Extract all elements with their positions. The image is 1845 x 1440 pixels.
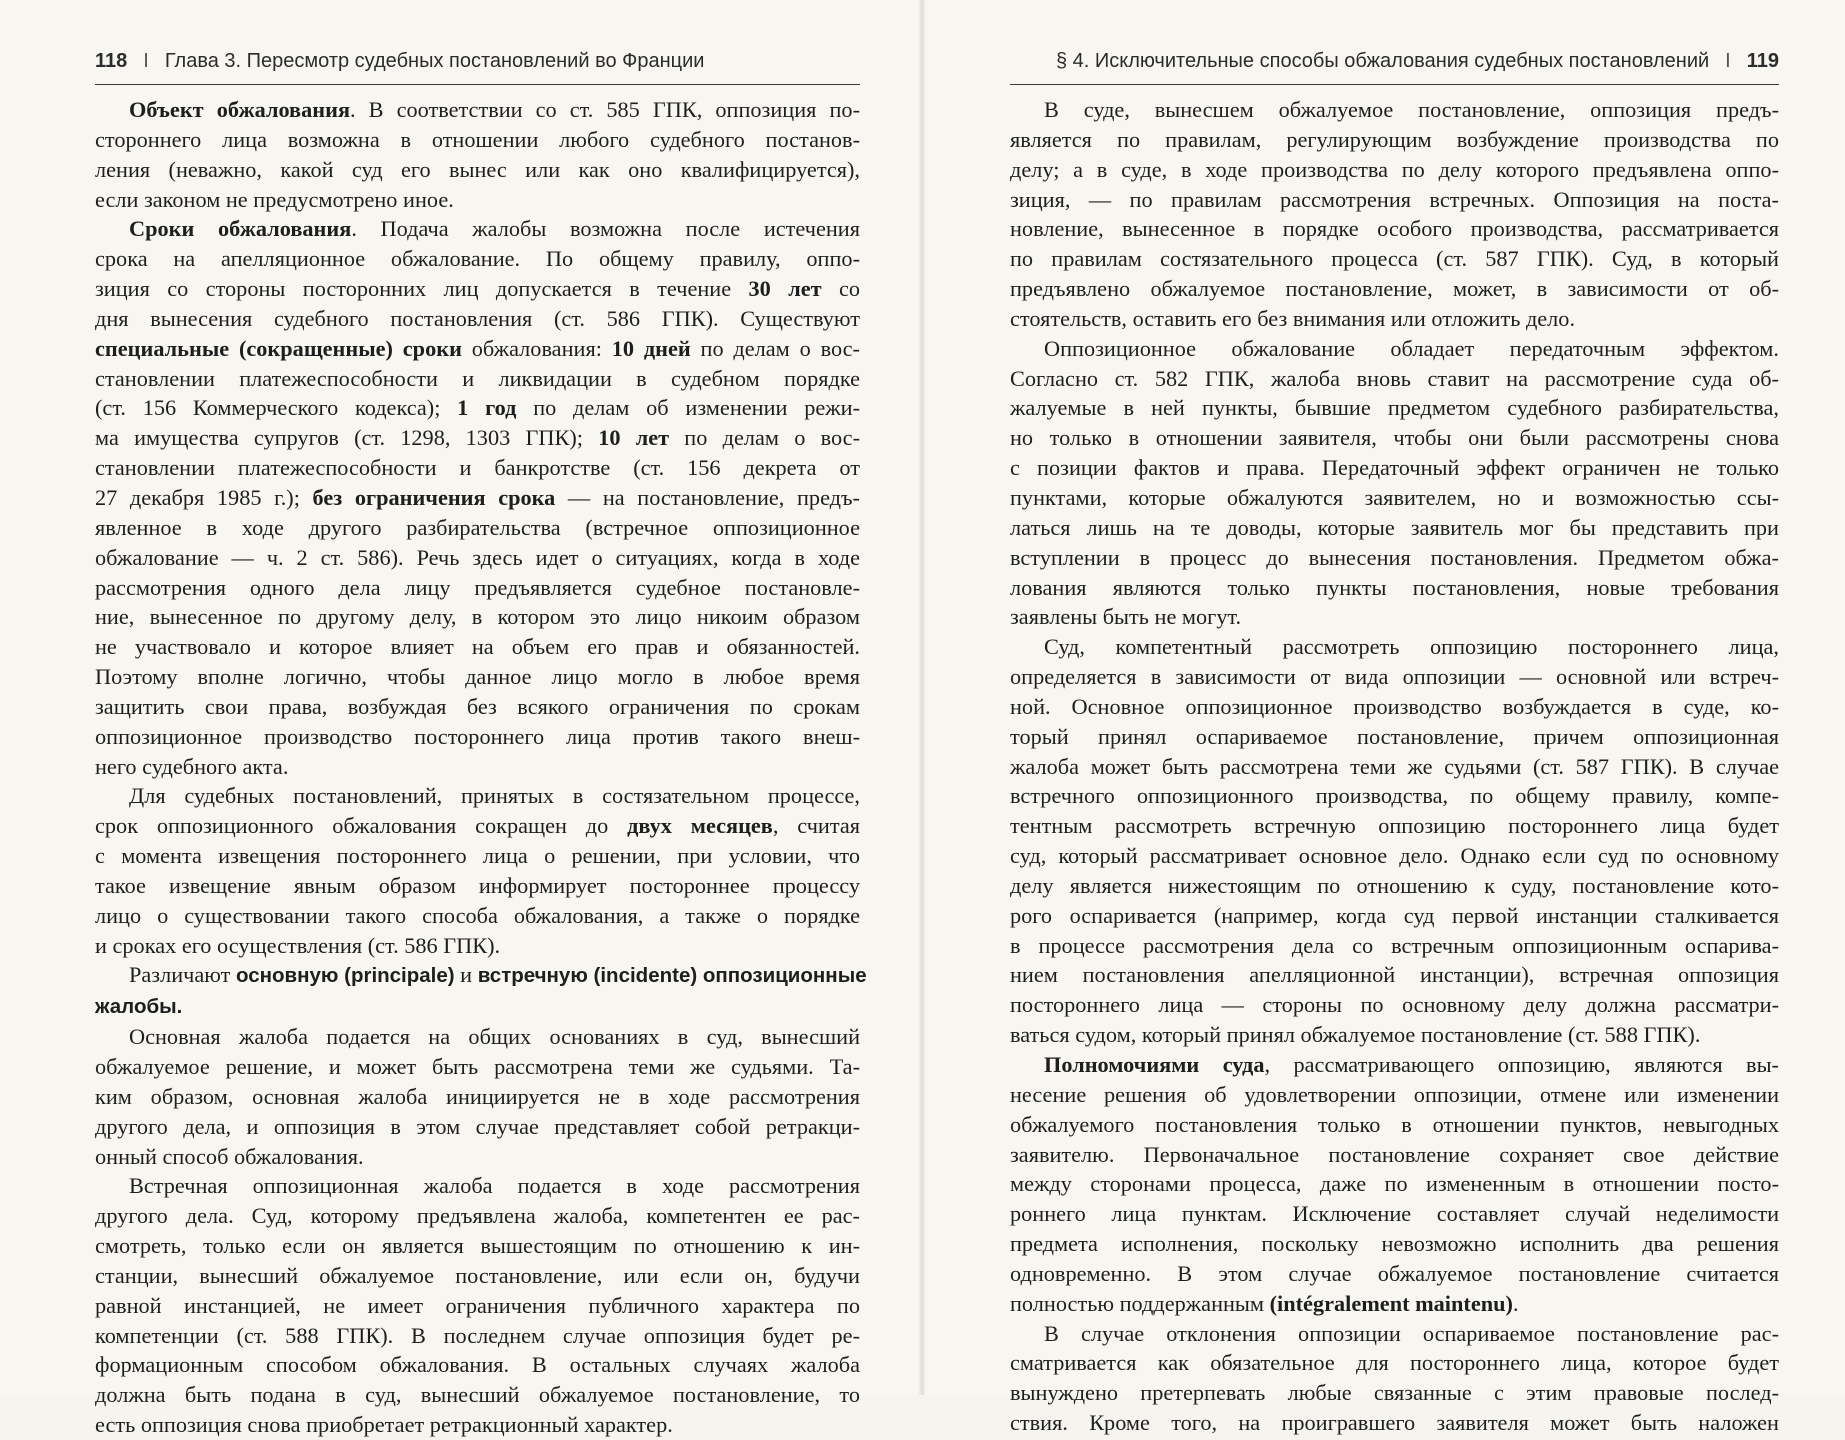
text-run: вынуждено претерпевать любые связанные с этим правовые послед- [1010, 1380, 1779, 1406]
text-run: но только в отношении заявителя, чтобы они были рассмотрены снова [1010, 425, 1779, 451]
text-run: зиция со стороны посторонних лиц допускается в течение [95, 276, 749, 302]
text-run: зиция, — по правилам рассмотрения встречных. Оппозиция на поста- [1010, 186, 1779, 212]
text-run: равной инстанцией, не имеет ограничения публичного характера по [95, 1292, 860, 1318]
text-run: ма имущества супругов (ст. 1298, 1303 ГПК); [95, 425, 599, 451]
text-run: должна быть подана в суд, вынесший обжалуемое постановление, то [95, 1382, 860, 1408]
header-separator-right: I [1725, 50, 1731, 72]
text-line [95, 334, 860, 364]
text-line [1010, 871, 1779, 901]
text-run: такое извещение явным образом информирует постороннее процессу [95, 872, 860, 898]
text-run: роннего лица пунктам. Исключение составляет случай неделимости [1010, 1201, 1779, 1227]
text-line [95, 901, 860, 931]
text-run: Суд, компетентный рассмотреть оппозицию постороннего лица, [1044, 634, 1779, 660]
text-run: стороннего лица возможна в отношении любого судебного постанов- [95, 126, 860, 152]
text-line [1010, 1020, 1779, 1050]
text-run: ления (неважно, какой суд его вынес или как оно квалифицируется), [95, 156, 860, 182]
text-run: Поэтому вполне логично, чтобы данное лицо могло в любое время [95, 664, 860, 690]
text-run: обжалования: [461, 335, 612, 361]
text-run: предмета исполнения, поскольку невозможно исполнить два решения [1010, 1231, 1779, 1257]
text-line [95, 1171, 860, 1201]
text-line [95, 602, 860, 632]
text-run: ким образом, основная жалоба инициируется не в ходе рассмотрения [95, 1083, 860, 1109]
text-run: стоятельств, оставить его без внимания или отложить дело. [1010, 305, 1576, 331]
text-run: с момента извещения постороннего лица о решении, при условии, что [95, 843, 860, 869]
text-run: тентным рассмотреть встречную оппозицию постороннего лица будет [1010, 813, 1779, 839]
text-line [1010, 781, 1779, 811]
text-run: компетенции (ст. 588 ГПК). В последнем случае оппозиция будет ре- [95, 1322, 860, 1348]
text-run: станции, вынесший обжалуемое постановление, или если он, будучи [95, 1262, 860, 1288]
text-line [95, 513, 860, 543]
text-run: по делам об изменении режи- [516, 395, 861, 421]
text-line [1010, 1229, 1779, 1259]
text-run: . Подача жалобы возможна после истечения [351, 216, 860, 242]
text-line [95, 274, 860, 304]
text-line [1010, 1080, 1779, 1110]
text-line [95, 1231, 860, 1261]
bold-term: 10 дней [611, 335, 691, 361]
text-line [1010, 453, 1779, 483]
text-line [95, 991, 860, 1022]
bold-term: жалобы. [95, 995, 183, 1019]
text-run: — на постановление, предъ- [555, 484, 860, 510]
text-line [95, 871, 860, 901]
text-run: В суде, вынесшем обжалуемое постановление, оппозиция предъ- [1044, 97, 1779, 122]
text-run: лования являются только пункты постановления, новые требования [1010, 574, 1779, 600]
text-line [1010, 393, 1779, 423]
text-line [1010, 931, 1779, 961]
text-run: . [1512, 1290, 1519, 1316]
text-run: не участвовало и которое влияет на объем его прав и обязанностей. [95, 634, 860, 660]
text-run: пунктами, которые обжалуются заявителем, но и возможностью ссы- [1010, 484, 1779, 510]
text-run: латься лишь на те доводы, которые заявитель мог бы представить при [1010, 514, 1779, 540]
text-run: в процессе рассмотрения дела со встречным оппозиционным оспарива- [1010, 932, 1779, 958]
text-line [1010, 901, 1779, 931]
text-run: определяется в зависимости от вида оппозиции — основной или встреч- [1010, 664, 1779, 690]
text-run: и сроках его осуществления (ст. 586 ГПК). [95, 932, 501, 958]
text-run: срок оппозиционного обжалования сокращен до [95, 813, 628, 839]
text-line [95, 960, 867, 991]
text-run: жалоба может быть рассмотрена теми же судьями (ст. 587 ГПК). В случае [1010, 753, 1779, 779]
text-line [1010, 423, 1779, 453]
text-line [1010, 722, 1779, 752]
text-run: несение решения об удовлетворении оппозиции, отмене или изменении [1010, 1081, 1779, 1107]
running-head-left [95, 50, 860, 85]
text-line [95, 662, 860, 692]
text-run: ной. Основное оппозиционное производство возбуждается в суде, ко- [1010, 693, 1779, 719]
text-line [1010, 752, 1779, 782]
text-run: вступлении в процесс до вынесения постановления. Предметом обжа- [1010, 544, 1779, 570]
text-run: лицо о существовании такого способа обжалования, а также о порядке [95, 902, 860, 928]
text-line [1010, 692, 1779, 722]
text-line [95, 1112, 860, 1142]
text-run: другого дела. Суд, которому предъявлена жалоба, компетентен ее рас- [95, 1203, 860, 1229]
text-run: становлении платежеспособности и банкротстве (ст. 156 декрета от [95, 455, 860, 481]
bold-term: 30 лет [748, 276, 822, 302]
text-run: ваться судом, который принял обжалуемое постановление (ст. 588 ГПК). [1010, 1022, 1701, 1048]
text-line [1010, 155, 1779, 185]
text-line [95, 573, 860, 603]
text-run: ствия. Кроме того, на проигравшего заявителя может быть наложен [1010, 1410, 1779, 1436]
text-line [1010, 1289, 1779, 1319]
text-run: торый принял оспариваемое постановление, причем оппозиционная [1010, 723, 1779, 749]
bold-term: основную (principale) [235, 964, 455, 988]
text-line [1010, 1378, 1779, 1408]
text-line [95, 185, 860, 215]
text-line [95, 483, 860, 513]
text-run: становлении платежеспособности и ликвидации в судебном порядке [95, 365, 860, 391]
text-run: с позиции фактов и права. Передаточный эффект ограничен не только [1010, 455, 1779, 481]
right-page-body [1010, 95, 1779, 1438]
text-run: (ст. 156 Коммерческого кодекса); [95, 395, 458, 421]
text-line [1010, 244, 1779, 274]
text-run: обжалуемое решение, и может быть рассмотрена теми же судьями. Та- [95, 1054, 860, 1079]
text-line [95, 722, 860, 752]
text-run: онный способ обжалования. [95, 1143, 364, 1169]
text-line [1010, 214, 1779, 244]
text-run: делу; а в суде, в ходе производства по делу которого предъявлена оппо- [1010, 156, 1779, 182]
text-line [1010, 811, 1779, 841]
text-line [1010, 960, 1779, 990]
text-line [95, 95, 860, 125]
text-run: обжалование — ч. 2 ст. 586). Речь здесь идет о ситуациях, когда в ходе [95, 544, 860, 570]
text-line [1010, 1140, 1779, 1170]
text-run: . В соответствии со ст. 585 ГПК, оппозиция по- [350, 97, 860, 122]
text-line [1010, 632, 1779, 662]
text-run: другого дела, и оппозиция в этом случае представляет собой ретракци- [95, 1113, 860, 1139]
text-line [95, 632, 860, 662]
text-line [1010, 364, 1779, 394]
bold-term: 1 год [457, 395, 517, 421]
text-run: нием постановления апелляционной инстанции), встречная оппозиция [1010, 962, 1779, 988]
text-run: дня вынесения судебного постановления (ст. 586 ГПК). Существуют [95, 305, 860, 331]
header-separator-left: I [143, 50, 149, 72]
text-line [95, 304, 860, 334]
text-line [95, 1052, 860, 1082]
text-line [95, 1291, 860, 1321]
text-line [95, 125, 860, 155]
text-run: по делам о вос- [690, 335, 860, 361]
text-line [1010, 95, 1779, 125]
text-line [1010, 274, 1779, 304]
text-line [1010, 990, 1779, 1020]
text-line [1010, 1169, 1779, 1199]
text-line [1010, 1348, 1779, 1378]
text-line [1010, 1199, 1779, 1229]
text-line [95, 423, 860, 453]
text-line [95, 781, 860, 811]
text-run: встречного оппозиционного производства, по общему правилу, компе- [1010, 783, 1779, 809]
left-page-body [95, 95, 867, 1440]
running-title-right: § 4. Исключительные способы обжалования судебных постановлений [1055, 50, 1710, 72]
text-line [1010, 1110, 1779, 1140]
text-run: жалуемые в ней пункты, бывшие предметом судебного разбирательства, [1010, 395, 1779, 421]
text-run: делу является нижестоящим по отношению к суду, постановление кото- [1010, 872, 1779, 898]
text-line [95, 155, 860, 185]
text-run: смотреть, только если он является вышестоящим по отношению к ин- [95, 1233, 860, 1259]
text-run: срока на апелляционное обжалование. По общему правилу, оппо- [95, 246, 860, 272]
text-run: оппозиционное производство постороннего лица против такого внеш- [95, 723, 860, 749]
text-line [95, 752, 860, 782]
text-line [1010, 1408, 1779, 1438]
text-line [95, 1261, 860, 1291]
text-line [95, 841, 860, 871]
text-run: одновременно. В этом случае обжалуемое постановление считается [1010, 1260, 1779, 1286]
text-line [95, 214, 860, 244]
text-line [1010, 1259, 1779, 1289]
bold-term: Объект обжалования [129, 97, 351, 122]
text-line [95, 1022, 860, 1052]
text-line [1010, 334, 1779, 364]
text-run: и [454, 962, 478, 988]
text-line [1010, 125, 1779, 155]
text-run: является по правилам, регулирующим возбуждение производства по [1010, 126, 1779, 152]
text-line [95, 811, 860, 841]
text-line [1010, 602, 1779, 632]
text-line [1010, 1319, 1779, 1349]
text-line [1010, 543, 1779, 573]
text-run: Встречная оппозиционная жалоба подается в ходе рассмотрения [129, 1173, 860, 1199]
text-run: со [821, 276, 860, 302]
left-page [0, 0, 922, 1438]
text-run: обжалуемого постановления только в отношении пунктов, невыгодных [1010, 1111, 1779, 1137]
bold-term: специальные (сокращенные) сроки [95, 335, 462, 361]
bold-term: двух месяцев [627, 813, 773, 839]
text-line [95, 692, 860, 722]
text-line [95, 543, 860, 573]
text-line [95, 1380, 860, 1410]
text-line [95, 364, 860, 394]
text-line [95, 931, 860, 961]
text-run: заявлены быть не могут. [1010, 604, 1242, 630]
text-line [1010, 304, 1779, 334]
text-line [1010, 483, 1779, 513]
text-run: суд, который рассматривает основное дело. Однако если суд по основному [1010, 843, 1779, 869]
text-line [95, 1082, 860, 1112]
text-run: Различают [129, 962, 236, 988]
page-number-left: 118 [95, 50, 128, 72]
text-line [95, 393, 860, 423]
text-run: В случае отклонения оппозиции оспариваемое постановление рас- [1044, 1320, 1779, 1346]
text-run: ние, вынесенное по другому делу, в котором это лицо никоим образом [95, 604, 860, 630]
text-run: него судебного акта. [95, 753, 289, 779]
text-run: рассмотрения одного дела лицу предъявляется судебное постановле- [95, 574, 860, 600]
text-run: защитить свои права, возбуждая без всякого ограничения по срокам [95, 693, 860, 719]
text-line [95, 1321, 860, 1351]
text-run: между сторонами процесса, даже по измененным в отношении посто- [1010, 1171, 1779, 1197]
page-number-right: 119 [1746, 50, 1779, 72]
bold-term: 10 лет [598, 425, 670, 451]
text-run: , рассматривающего оппозицию, являются вы- [1264, 1052, 1779, 1077]
text-run: постороннего лица — стороны по основному делу должна рассматри- [1010, 992, 1779, 1018]
text-line [95, 1350, 860, 1380]
text-run: есть оппозиция снова приобретает ретракционный характер. [95, 1412, 673, 1438]
text-run: Согласно ст. 582 ГПК, жалоба вновь ставит на рассмотрение суда об- [1010, 365, 1779, 391]
text-run: если законом не предусмотрено иное. [95, 186, 454, 212]
text-run: заявителю. Первоначальное постановление сохраняет свое действие [1010, 1141, 1779, 1167]
text-run: явленное в ходе другого разбирательства (встречное оппозиционное [95, 514, 860, 540]
text-run: Основная жалоба подается на общих основаниях в суд, вынесший [129, 1024, 860, 1050]
text-line [95, 1410, 860, 1440]
text-line [1010, 1050, 1779, 1080]
bold-term: (intégralement maintenu) [1269, 1290, 1513, 1316]
bold-term: Сроки обжалования [129, 216, 352, 242]
text-run: полностью поддержанным [1010, 1290, 1270, 1316]
text-run: , считая [772, 813, 861, 839]
text-run: новление, вынесенное в порядке особого производства, рассматривается [1010, 216, 1779, 242]
text-run: Для судебных постановлений, принятых в состязательном процессе, [129, 783, 860, 809]
text-line [1010, 185, 1779, 215]
text-run: по делам о вос- [669, 425, 860, 451]
text-line [1010, 513, 1779, 543]
running-head-right [1010, 50, 1779, 85]
text-run: Оппозиционное обжалование обладает передаточным эффектом. [1044, 335, 1779, 361]
text-line [1010, 841, 1779, 871]
bold-term: Полномочиями суда [1044, 1052, 1265, 1077]
right-page [922, 0, 1845, 1436]
running-title-left: Глава 3. Пересмотр судебных постановлений во Франции [164, 50, 705, 72]
text-run: формационным способом обжалования. В остальных случаях жалоба [95, 1352, 860, 1378]
text-line [95, 453, 860, 483]
text-run: по правилам состязательного процесса (ст. 587 ГПК). Суд, в который [1010, 246, 1779, 272]
text-line [1010, 662, 1779, 692]
text-line [95, 1142, 860, 1172]
text-line [1010, 573, 1779, 603]
text-line [95, 244, 860, 274]
text-run: предъявлено обжалуемое постановление, может, в зависимости от об- [1010, 276, 1779, 302]
text-line [95, 1201, 860, 1231]
bold-term: без ограничения срока [312, 484, 556, 510]
bold-term: встречную (incidente) оппозиционные [477, 964, 867, 988]
text-run: рого оспаривается (например, когда суд первой инстанции сталкивается [1010, 902, 1779, 928]
text-run: сматривается как обязательное для постороннего лица, которое будет [1010, 1350, 1779, 1376]
text-run: 27 декабря 1985 г.); [95, 484, 313, 510]
